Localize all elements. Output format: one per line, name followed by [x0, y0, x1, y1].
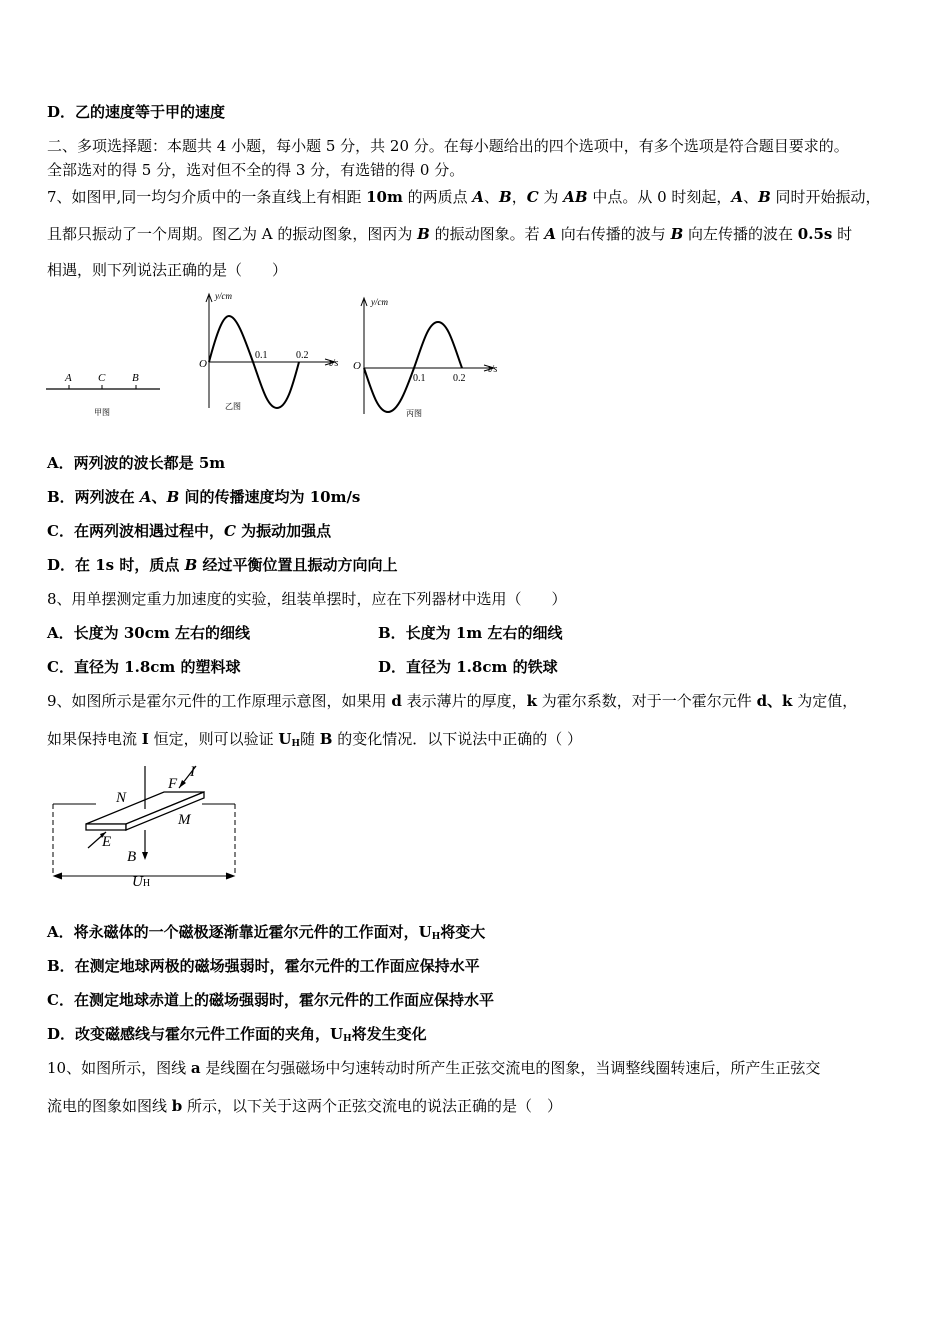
figure-caption: 甲图: [94, 408, 110, 417]
q8-option-d: D．直径为 1.8cm 的铁球: [378, 658, 558, 676]
q9-option-b: B．在测定地球两极的磁场强弱时，霍尔元件的工作面应保持水平: [47, 957, 480, 975]
q8-option-b: B．长度为 1m 左右的细线: [378, 624, 563, 642]
q9-stem-line2: 如果保持电流 I 恒定，则可以验证 $U_H$随 B 的变化情况．以下说法中正确的（ ）: [47, 730, 582, 749]
x-axis-label: t/s: [488, 364, 498, 375]
label-m: M: [178, 812, 191, 828]
section2-header-line1: 二、多项选择题：本题共 4 小题，每小题 5 分，共 20 分。在每小题给出的四个选项中，有多个选项是符合题目要求的。: [47, 137, 849, 155]
tick-label-0.2: 0.2: [296, 350, 309, 361]
tick-label-0.1: 0.1: [255, 350, 268, 361]
q6-option-d: D．乙的速度等于甲的速度: [47, 103, 226, 121]
x-axis-label: t/s: [329, 358, 339, 369]
q7-figure-yi: [195, 288, 355, 418]
q7-option-a: A．两列波的波长都是 5m: [47, 454, 226, 472]
figure-caption: 丙图: [406, 409, 422, 418]
q9-stem-line1: 9、如图所示是霍尔元件的工作原理示意图，如果用 d 表示薄片的厚度，k 为霍尔系数，对于一个霍尔元件 d、k 为定值，: [47, 692, 858, 710]
origin-label: O: [199, 358, 207, 370]
y-axis-label: y/cm: [215, 291, 232, 301]
vibration-curve: [364, 322, 462, 412]
q7-figure-bing: [350, 292, 510, 422]
label-i: I: [190, 764, 195, 780]
q7-figure-jia: [44, 362, 164, 422]
tick-label-0.1: 0.1: [413, 373, 426, 384]
origin-label: O: [353, 360, 361, 372]
point-c-label: C: [98, 372, 106, 384]
q9-option-d: D．改变磁感线与霍尔元件工作面的夹角，$U_H$将发生变化: [47, 1025, 427, 1044]
q9-hall-element-figure: [44, 758, 244, 888]
q8-option-a: A．长度为 30cm 左右的细线: [47, 624, 250, 642]
q9-option-c: C．在测定地球赤道上的磁场强弱时，霍尔元件的工作面应保持水平: [47, 991, 494, 1009]
y-axis-label: y/cm: [371, 297, 388, 307]
q7-stem-line1: 7、如图甲,同一均匀介质中的一条直线上有相距 10m 的两质点 A、B，C 为 AB 中点。从 0 时刻起，A、B 同时开始振动，: [47, 188, 881, 206]
label-e: E: [102, 834, 112, 850]
label-b: B: [127, 849, 137, 865]
q8-option-c: C．直径为 1.8cm 的塑料球: [47, 658, 241, 676]
q7-option-d: D．在 1s 时，质点 B 经过平衡位置且振动方向向上: [47, 556, 398, 574]
q7-stem-line2: 且都只振动了一个周期。图乙为 A 的振动图象，图丙为 B 的振动图象。若 A 向右传播的波与 B 向左传播的波在 0.5s 时: [47, 225, 853, 243]
tick-label-0.2: 0.2: [453, 373, 466, 384]
section2-header-line2: 全部选对的得 5 分，选对但不全的得 3 分，有选错的得 0 分。: [47, 161, 465, 179]
point-b-label: B: [132, 372, 139, 384]
q7-stem-line3: 相遇，则下列说法正确的是（ ）: [47, 261, 288, 279]
point-a-label: A: [65, 372, 72, 384]
q9-option-a: A．将永磁体的一个磁极逐渐靠近霍尔元件的工作面对，$U_H$将变大: [47, 923, 486, 942]
q10-stem-line1: 10、如图所示，图线 a 是线圈在匀强磁场中匀速转动时所产生正弦交流电的图象，当调整线圈转速后，所产生正弦交: [47, 1059, 821, 1077]
label-uh: UH: [132, 874, 151, 888]
q10-stem-line2: 流电的图象如图线 b 所示，以下关于这两个正弦交流电的说法正确的是（ ）: [47, 1097, 563, 1115]
figure-caption: 乙图: [225, 402, 241, 411]
label-f: F: [168, 776, 178, 792]
q8-stem: 8、用单摆测定重力加速度的实验，组装单摆时，应在下列器材中选用（ ）: [47, 590, 567, 608]
q7-option-b: B．两列波在 A、B 间的传播速度均为 10m/s: [47, 488, 361, 506]
label-n: N: [116, 790, 127, 806]
q7-option-c: C．在两列波相遇过程中，C 为振动加强点: [47, 522, 332, 540]
